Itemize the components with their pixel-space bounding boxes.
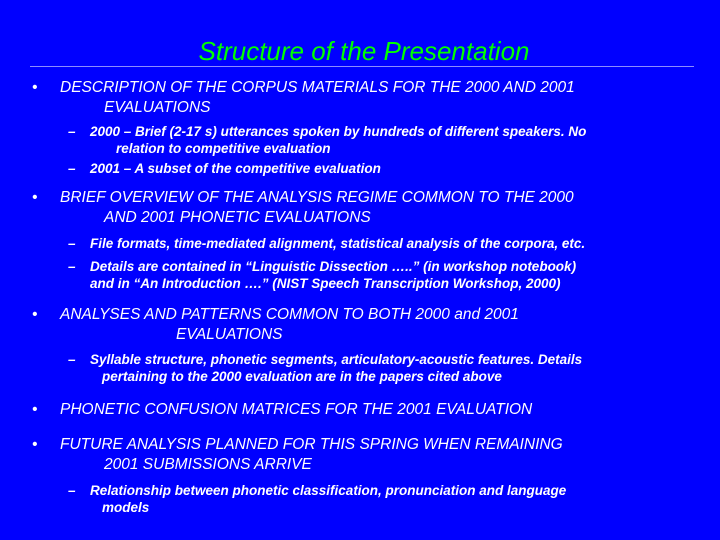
dash-icon: – [68, 483, 76, 498]
dash-icon: – [68, 236, 76, 251]
bullet-icon: • [32, 306, 38, 323]
sub-line: relation to competitive evaluation [116, 141, 331, 156]
bullet-icon: • [32, 79, 38, 96]
slide-title: Structure of the Presentation [198, 36, 530, 66]
title-underline [30, 66, 694, 67]
bullet-line: AND 2001 PHONETIC EVALUATIONS [104, 209, 371, 226]
bullet-line: BRIEF OVERVIEW OF THE ANALYSIS REGIME COMMON TO THE 2000 [60, 189, 574, 206]
dash-icon: – [68, 161, 76, 176]
sub-line: 2000 – Brief (2-17 s) utterances spoken by hundreds of different speakers. No [90, 124, 587, 139]
bullet-icon: • [32, 189, 38, 206]
sub-line: models [102, 500, 150, 515]
bullet-line: 2001 SUBMISSIONS ARRIVE [104, 456, 312, 473]
sub-line: and in “An Introduction ….” (NIST Speech Transcription Workshop, 2000) [90, 276, 561, 291]
bullet-line: DESCRIPTION OF THE CORPUS MATERIALS FOR THE 2000 AND 2001 [60, 79, 575, 96]
bullet-icon: • [32, 436, 38, 453]
bullet-line: ANALYSES AND PATTERNS COMMON TO BOTH 2000 and 2001 [60, 306, 519, 323]
sub-line: 2001 – A subset of the competitive evaluation [90, 161, 381, 176]
sub-line: Details are contained in “Linguistic Dissection …..” (in workshop notebook) [90, 259, 577, 274]
sub-line: File formats, time-mediated alignment, statistical analysis of the corpora, etc. [90, 236, 586, 251]
bullet-line: EVALUATIONS [176, 326, 283, 343]
sub-line: Syllable structure, phonetic segments, articulatory-acoustic features. Details [90, 352, 583, 367]
sub-line: Relationship between phonetic classification, pronunciation and language [90, 483, 567, 498]
dash-icon: – [68, 259, 76, 274]
dash-icon: – [68, 352, 76, 367]
bullet-icon: • [32, 401, 38, 418]
bullet-line: FUTURE ANALYSIS PLANNED FOR THIS SPRING WHEN REMAINING [60, 436, 563, 453]
bullet-line: EVALUATIONS [104, 99, 211, 116]
bullet-line: PHONETIC CONFUSION MATRICES FOR THE 2001 EVALUATION [60, 401, 533, 418]
sub-line: pertaining to the 2000 evaluation are in the papers cited above [102, 369, 502, 384]
dash-icon: – [68, 124, 76, 139]
